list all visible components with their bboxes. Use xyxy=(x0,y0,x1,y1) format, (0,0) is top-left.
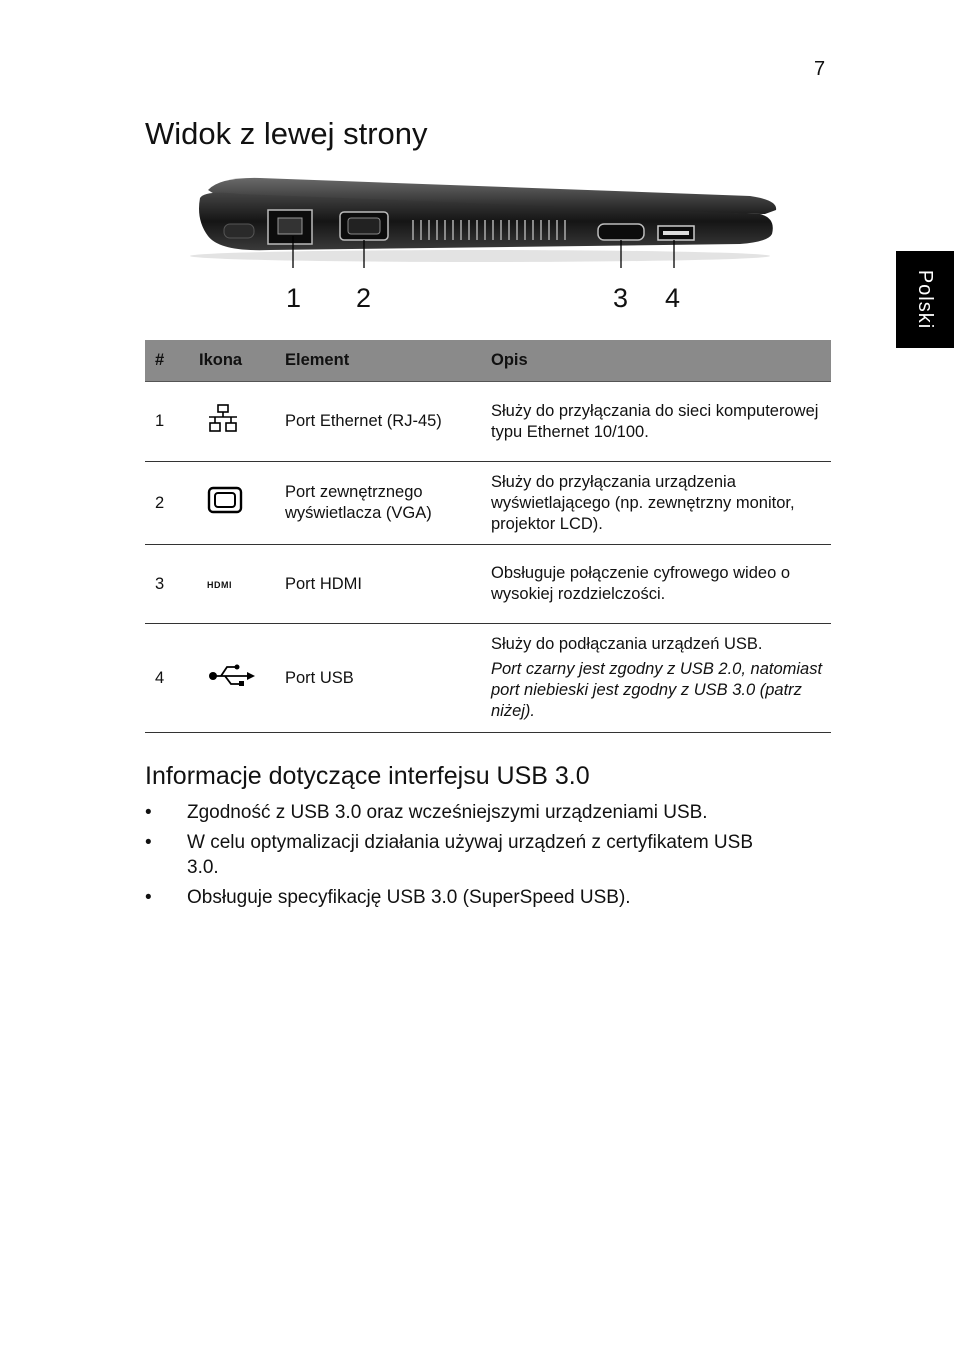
row-num: 4 xyxy=(145,624,189,733)
list-item xyxy=(145,885,785,910)
table-row xyxy=(145,462,831,545)
callout-2: 2 xyxy=(356,283,372,313)
table-row xyxy=(145,382,831,462)
table-row xyxy=(145,545,831,624)
row-description: Służy do podłączania urządzeń USB. xyxy=(491,635,763,653)
list-item xyxy=(145,800,785,825)
hdmi-port-illustration xyxy=(598,224,644,240)
row-description: Służy do przyłączania urządzenia wyświetlającego (np. zewnętrzny monitor, projektor LCD). xyxy=(481,462,831,545)
bullet-symbol: • xyxy=(145,832,152,853)
laptop-left-side-illustration xyxy=(180,168,790,268)
callout-3: 3 xyxy=(613,283,629,313)
row-num: 3 xyxy=(145,545,189,624)
language-tab-label: Polski xyxy=(914,269,937,330)
row-element: Port HDMI xyxy=(275,545,481,624)
row-element: Port Ethernet (RJ-45) xyxy=(275,382,481,462)
language-tab xyxy=(896,251,954,348)
row-note: Port czarny jest zgodny z USB 2.0, natomiast port niebieski jest zgodny z USB 3.0 (patrz niżej). xyxy=(491,660,823,720)
bullet-text: Zgodność z USB 3.0 oraz wcześniejszymi urządzeniami USB. xyxy=(187,802,708,823)
row-num: 1 xyxy=(145,382,189,462)
row-description: Służy do przyłączania do sieci komputerowej typu Ethernet 10/100. xyxy=(481,382,831,462)
header-element: Element xyxy=(275,340,481,382)
row-description: Obsługuje połączenie cyfrowego wideo o wysokiej rozdzielczości. xyxy=(481,545,831,624)
page-number: 7 xyxy=(814,58,826,80)
usb-bullet-list xyxy=(145,800,785,915)
vga-display-icon xyxy=(207,486,243,514)
header-icon: Ikona xyxy=(189,340,275,382)
bullet-symbol: • xyxy=(145,802,152,823)
callout-4: 4 xyxy=(665,283,681,313)
header-description: Opis xyxy=(481,340,831,382)
table-row xyxy=(145,624,831,733)
usb-section-title: Informacje dotyczące interfejsu USB 3.0 xyxy=(145,762,590,790)
row-description-cell xyxy=(481,624,831,733)
bullet-symbol: • xyxy=(145,887,152,908)
bullet-text: Obsługuje specyfikację USB 3.0 (SuperSpeed USB). xyxy=(187,887,631,908)
row-element: Port USB xyxy=(275,624,481,733)
page-title: Widok z lewej strony xyxy=(145,116,428,151)
bullet-text: W celu optymalizacji działania używaj urządzeń z certyfikatem USB 3.0. xyxy=(187,832,753,878)
list-item xyxy=(145,830,785,880)
hdmi-icon: HDMI xyxy=(207,579,232,590)
ports-table xyxy=(145,340,831,733)
callout-1: 1 xyxy=(286,283,302,313)
ethernet-icon xyxy=(207,404,239,434)
row-element: Port zewnętrznego wyświetlacza (VGA) xyxy=(275,462,481,545)
row-num: 2 xyxy=(145,462,189,545)
header-num: # xyxy=(145,340,189,382)
usb-icon xyxy=(207,662,257,688)
table-header-row xyxy=(145,340,831,382)
